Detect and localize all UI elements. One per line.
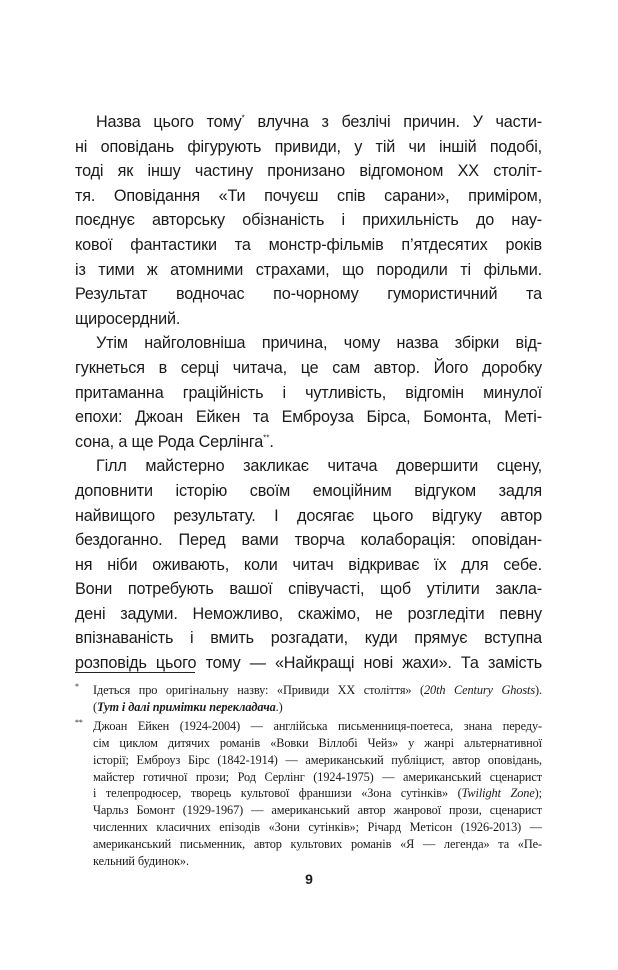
footnote-2: ** Джоан Ейкен (1924-2004) — англійська письменниця-поетеса, знана переду- сім циклом дитячих романів «Вовки Віллобі Чейз» у жанрі альтернативної історії; Емброуз Бірс (1842-1914) — американський публіцист, автор оповідань, майстер готичної прози; Род Серлінг (1924-1975) — американський сценарист і телепродюсер, творець культової франшизи «Зона сутінків» (Twilight Zone); Чарльз Бомонт (1929-1967) — американський автор жанрової прози, сценарист численних класичних епізодів «Зони сутінків»; Річард Метісон (1926-2013) — американський письменник, автор культових романів «Я — легенда» та «Пе- кельний будинок».	[75, 718, 542, 870]
page-number: 9	[305, 871, 313, 887]
paragraph-2: Утім найголовніша причина, чому назва збірки від- гукнеться в серці читача, це сам автор. Його доробку притаманна граційність і чутливість, відгомін минулої епохи: Джоан Ейкен та Емброуза Бірса, Бомонта, Меті- сона, а ще Рода Серлінга**.	[75, 334, 542, 451]
footnote-mark: **	[75, 717, 83, 727]
footnote-divider	[75, 672, 195, 673]
main-text	[75, 110, 542, 676]
paragraph-3: Гілл майстерно закликає читача довершити сцену, доповнити історію своїм емоційним відгуком задля найвищого результату. І досягає цього відгуку автор бездоганно. Перед вами творча колаборація: оповідан- ня ніби оживають, коли читач відкриває їх для себе. Вони потребують вашої співучасті, щоб утілити заклa- дені задуми. Неможливо, скажімо, не розгледіти певну впізнаваність і вмить розгадати, куди прямує вступна розповідь цього тому — «Найкращі нові жахи». Та замість	[75, 457, 542, 673]
footnote-ref-1: *	[241, 113, 245, 123]
footnote-1: * Ідеться про оригінальну назву: «Привиди XX століття» (20th Century Ghosts). (Тут і далі примітки перекладача.)	[75, 682, 542, 716]
footnotes	[75, 682, 542, 872]
footnote-ref-2: **	[263, 433, 270, 443]
footnote-mark: *	[75, 682, 79, 691]
paragraph-1: Назва цього тому* влучна з безлічі причин. У части- ні оповідань фігурують привиди, у тій чи іншій подобі, тоді як іншу частину пронизано відгомоном XX століт- тя. Оповідання «Ти почуєш спів сарани», приміром, поєднує авторську обізнаність і прихильність до нау- кової фантастики та монстр-фільмів п’ятдесятих років із тими ж атомними страхами, що породили ті фільми. Результат водночас по-чорному гумористичний та щиросердний.	[75, 113, 542, 328]
